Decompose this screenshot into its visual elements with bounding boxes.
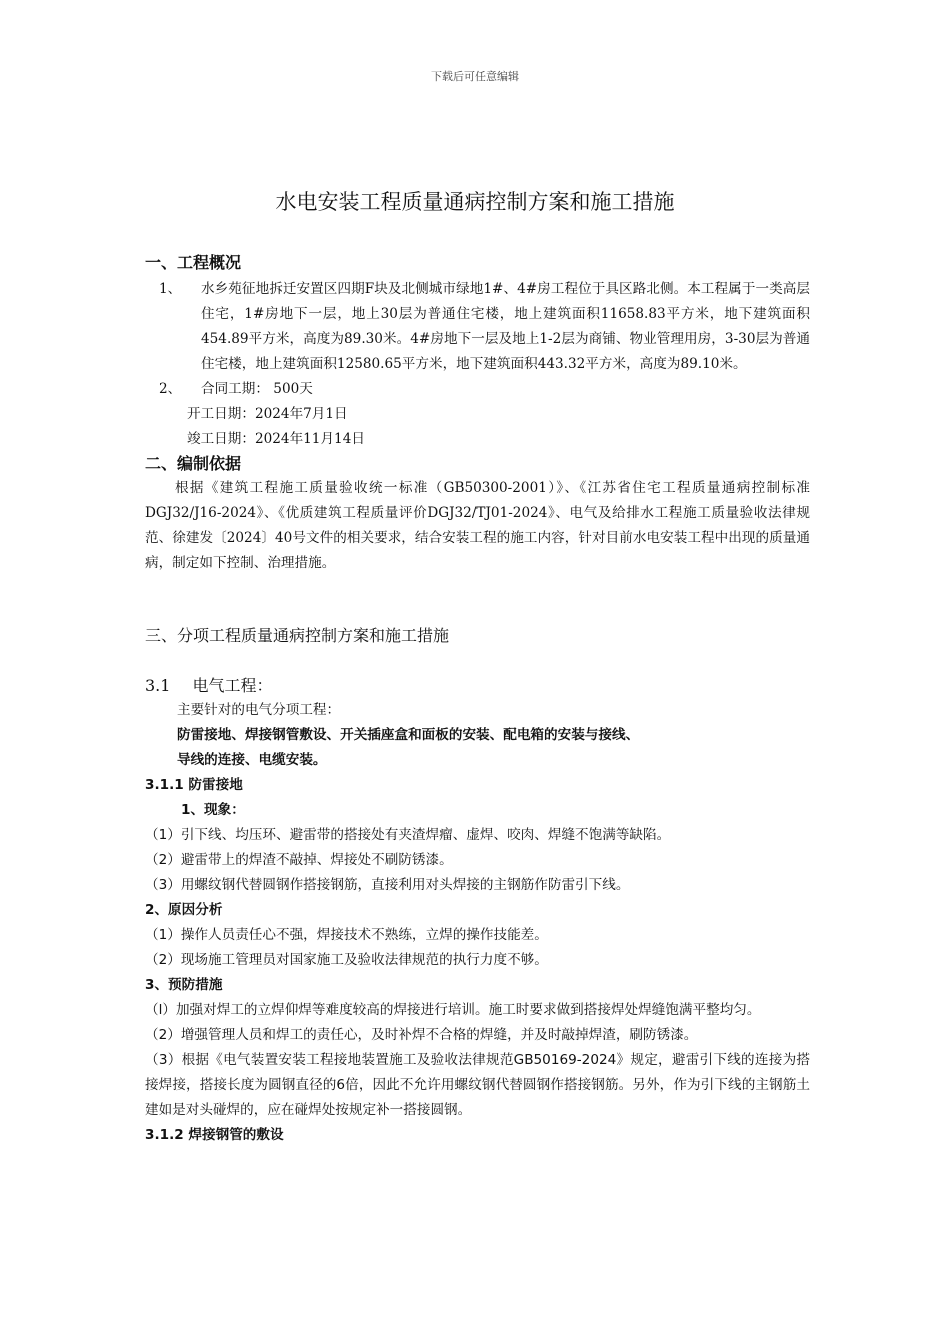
item-1-text: 水乡苑征地拆迁安置区四期F块及北侧城市绿地1#、4#房工程位于具区路北侧。本工程属于一类高层住宅，1#房地下一层，地上30层为普通住宅楼，地上建筑面积11658.83平方米，地下建筑面积454.89平方米，高度为89.30米。4#房地下一层及地上1-2层为商铺、物业管理用房，3-30层为普通住宅楼，地上建筑面积12580.65平方米，地下建筑面积443.32平方米，高度为89.10米。 — [201, 281, 810, 372]
subsection-3-1-number: 3.1 — [145, 676, 171, 695]
subsection-3-1-1-heading: 3.1.1 防雷接地 — [145, 777, 243, 793]
electrical-items-line-1: 防雷接地、焊接钢管敷设、开关插座盒和面板的安装、配电箱的安装与接线、 — [177, 727, 640, 743]
subsection-3-1-2-heading: 3.1.2 焊接钢管的敷设 — [145, 1127, 284, 1143]
prevent-2: （2）增强管理人员和焊工的责任心，及时补焊不合格的焊缝，并及时敲掉焊渣，刷防锈漆。 — [145, 1027, 698, 1043]
section-2-heading: 二、编制依据 — [145, 454, 242, 473]
prevent-1: （l）加强对焊工的立焊仰焊等难度较高的焊接进行培训。施工时要求做到搭接焊处焊缝饱满平整均匀。 — [145, 1002, 761, 1018]
section-3 — [145, 624, 810, 648]
cause-1: （1）操作人员责任心不强，焊接技术不熟练，立焊的操作技能差。 — [145, 927, 548, 943]
section-1 — [145, 251, 810, 576]
electrical-items-line-2: 导线的连接、电缆安装。 — [177, 752, 327, 768]
phenomenon-3: （3）用螺纹钢代替圆钢作搭接钢筋，直接利用对头焊接的主钢筋作防雷引下线。 — [145, 877, 630, 893]
header-note: 下载后可任意编辑 — [431, 70, 519, 83]
phenomenon-heading: 1、现象： — [181, 802, 245, 818]
phenomenon-1: （1）引下线、均压环、避雷带的搭接处有夹渣焊瘤、虚焊、咬肉、焊缝不饱满等缺陷。 — [145, 827, 671, 843]
section-2-text: 根据《建筑工程施工质量验收统一标准（GB50300-2001）》、《江苏省住宅工程质量通病控制标准DGJ32/J16-2024》、《优质建筑工程质量评价DGJ32/TJ01-2024》、电气及给排水工程施工质量验收法律规范、徐建发〔2024〕40号文件的相关要求，结合安装工程的施工内容，针对目前水电安装工程中出现的质量通病，制定如下控制、治理措施。 — [145, 480, 810, 571]
end-date: 竣工日期：2024年11月14日 — [187, 431, 365, 447]
section-3-heading: 三、分项工程质量通病控制方案和施工措施 — [145, 626, 450, 645]
phenomenon-2: （2）避雷带上的焊渣不敲掉、焊接处不刷防锈漆。 — [145, 852, 453, 868]
section-1-item-2 — [145, 377, 810, 402]
item-2-number: 2、 — [159, 381, 182, 397]
item-2-text: 合同工期： 500天 — [201, 381, 313, 397]
item-1-number: 1、 — [159, 281, 182, 297]
prevent-3: （3）根据《电气装置安装工程接地装置施工及验收法律规范GB50169-2024》规定，避雷引下线的连接为搭接焊接，搭接长度为圆钢直径的6倍，因此不允许用螺纹钢代替圆钢作搭接钢筋。另外，作为引下线的主钢筋土建如是对头碰焊的，应在碰焊处按规定补一搭接圆钢。 — [145, 1052, 810, 1118]
section-1-item-1 — [145, 277, 810, 377]
cause-heading: 2、原因分析 — [145, 902, 223, 918]
section-1-heading: 一、工程概况 — [145, 253, 242, 272]
start-date: 开工日期：2024年7月1日 — [187, 406, 348, 422]
subsection-3-1-heading — [145, 674, 810, 698]
subsection-3-1-title: 电气工程： — [192, 676, 273, 695]
cause-2: （2）现场施工管理员对国家施工及验收法律规范的执行力度不够。 — [145, 952, 548, 968]
electrical-intro: 主要针对的电气分项工程： — [177, 702, 341, 718]
prevent-heading: 3、预防措施 — [145, 977, 223, 993]
subsection-3-1 — [145, 674, 810, 1148]
page-title: 水电安装工程质量通病控制方案和施工措施 — [275, 190, 675, 214]
